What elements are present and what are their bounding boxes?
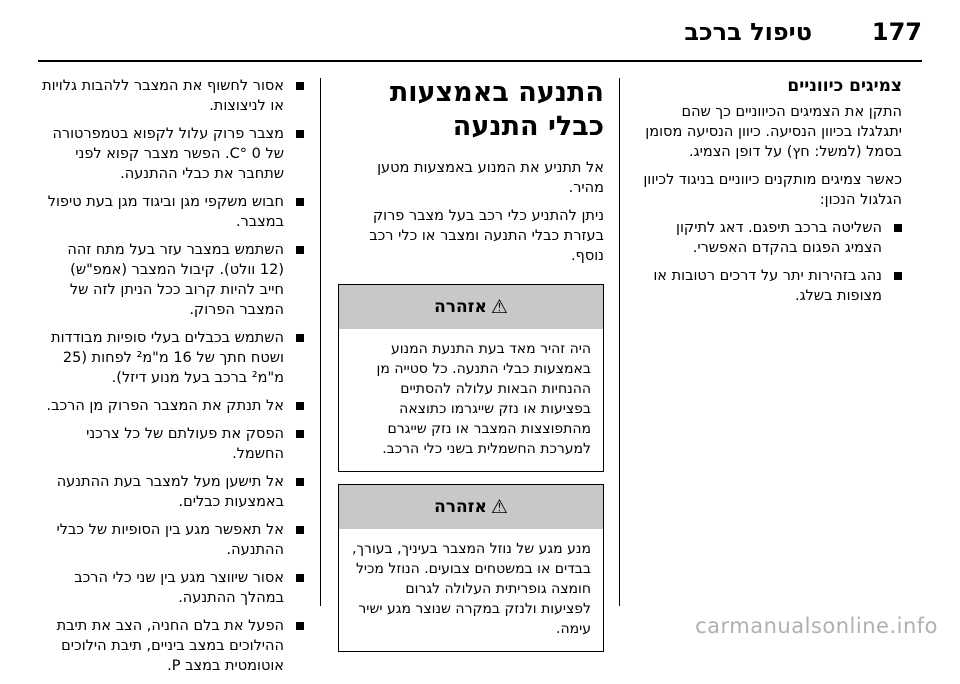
warning-header	[339, 285, 603, 329]
square-bullet-icon	[296, 402, 304, 410]
list-item: השתמש במצבר עזר בעל מתח זהה (12 וולט). קיבול המצבר (אמפ"ש) חייב להיות קרוב ככל הניתן לזה של המצבר הפרוק.	[42, 240, 304, 320]
section-title-jump-start: התנעה באמצעות כבלי התנעה	[389, 77, 604, 142]
square-bullet-icon	[296, 130, 304, 138]
square-bullet-icon	[296, 526, 304, 534]
page-number: 177	[871, 18, 922, 46]
list-item: נהג בזהירות יתר על דרכים רטובות או מצופות בשלג.	[636, 266, 902, 306]
warning-triangle-icon: ⚠	[490, 296, 508, 318]
right-column	[636, 76, 902, 314]
list-item: אל תאפשר מגע בין הסופיות של כבלי ההתנעה.	[42, 520, 304, 560]
column-divider-right	[619, 78, 620, 606]
list-item: מצבר פרוק עלול לקפוא בטמפרטורה של 0 °C. הפשר מצבר קפוא לפני שתחבר את כבלי ההתנעה.	[42, 124, 304, 184]
warning-heading: אזהרה	[434, 497, 487, 517]
list-item: אל תישען מעל למצבר בעת ההתנעה באמצעות כבלים.	[42, 472, 304, 512]
warning-text: היה זהיר מאד בעת התנעת המנוע באמצעות כבלי התנעה. כל סטייה מן ההנחיות הבאות עלולה להסתיים בפציעות או נזק שייגרמו כתוצאה מהתפוצצות המצבר או נזק שייגרם למערכת החשמלית בשני כלי הרכב.	[376, 341, 591, 457]
square-bullet-icon	[296, 622, 304, 630]
square-bullet-icon	[894, 272, 902, 280]
paragraph: התקן את הצמיגים הכיווניים כך שהם יתגלגלו בכיוון הנסיעה. כיוון הנסיעה מסומן בסמל (למשל: חץ) על דופן הצמיג.	[645, 104, 902, 160]
warning-text: מנע מגע של נוזל המצבר בעיניך, בעורך, בבדים או במשטחים צבועים. הנוזל מכיל חומצה גופריתית העלולה לגרום לפציעות ולנזק במקרה שנוצר מגע ישיר עימה.	[352, 541, 591, 637]
list-item: אסור לחשוף את המצבר ללהבות גלויות או לניצוצות.	[42, 76, 304, 116]
chapter-title: טיפול ברכב	[684, 18, 812, 46]
square-bullet-icon	[296, 198, 304, 206]
warning-box	[338, 284, 604, 472]
list-item: אל תנתק את המצבר הפרוק מן הרכב.	[42, 396, 304, 416]
list-item: אסור שיווצר מגע בין שני כלי הרכב במהלך ההתנעה.	[42, 568, 304, 608]
list-item: השליטה ברכב תיפגם. דאג לתיקון הצמיג הפגום בהקדם האפשרי.	[636, 218, 902, 258]
list-item: השתמש בכבלים בעלי סופיות מבודדות ושטח חתך של 16 מ"מ² לפחות (25 מ"מ² ברכב בעל מנוע דיזל).	[42, 328, 304, 388]
watermark: carmanualsonline.info	[695, 614, 938, 638]
paragraph: אל תתניע את המנוע באמצעות מטען מהיר.	[377, 160, 604, 196]
middle-column	[338, 76, 604, 664]
left-column	[42, 76, 304, 684]
paragraph: ניתן להתניע כלי רכב בעל מצבר פרוק בעזרת כבלי התנעה ומצבר או כלי רכב נוסף.	[369, 208, 604, 264]
section-title-directional-tires: צמיגים כיווניים	[787, 76, 902, 96]
warning-heading: אזהרה	[434, 297, 487, 317]
bullet-list	[42, 76, 304, 676]
square-bullet-icon	[894, 224, 902, 232]
header-rule	[38, 60, 922, 62]
paragraph: כאשר צמיגים מותקנים כיווניים בניגוד לכיוון הגלגול הנכון:	[643, 172, 902, 208]
square-bullet-icon	[296, 334, 304, 342]
square-bullet-icon	[296, 430, 304, 438]
square-bullet-icon	[296, 478, 304, 486]
square-bullet-icon	[296, 82, 304, 90]
list-item: הפעל את בלם החניה, הצב את תיבת ההילוכים במצב ביניים, תיבת הילוכים אוטומטית במצב P.	[42, 616, 304, 676]
warning-triangle-icon: ⚠	[490, 496, 508, 518]
warning-header	[339, 485, 603, 529]
square-bullet-icon	[296, 574, 304, 582]
bullet-list	[636, 218, 902, 306]
list-item: הפסק את פעולתם של כל צרכני החשמל.	[42, 424, 304, 464]
square-bullet-icon	[296, 246, 304, 254]
column-divider-left	[320, 78, 321, 606]
page-header	[38, 10, 922, 54]
warning-box	[338, 484, 604, 652]
list-item: חבוש משקפי מגן וביגוד מגן בעת טיפול במצבר.	[42, 192, 304, 232]
